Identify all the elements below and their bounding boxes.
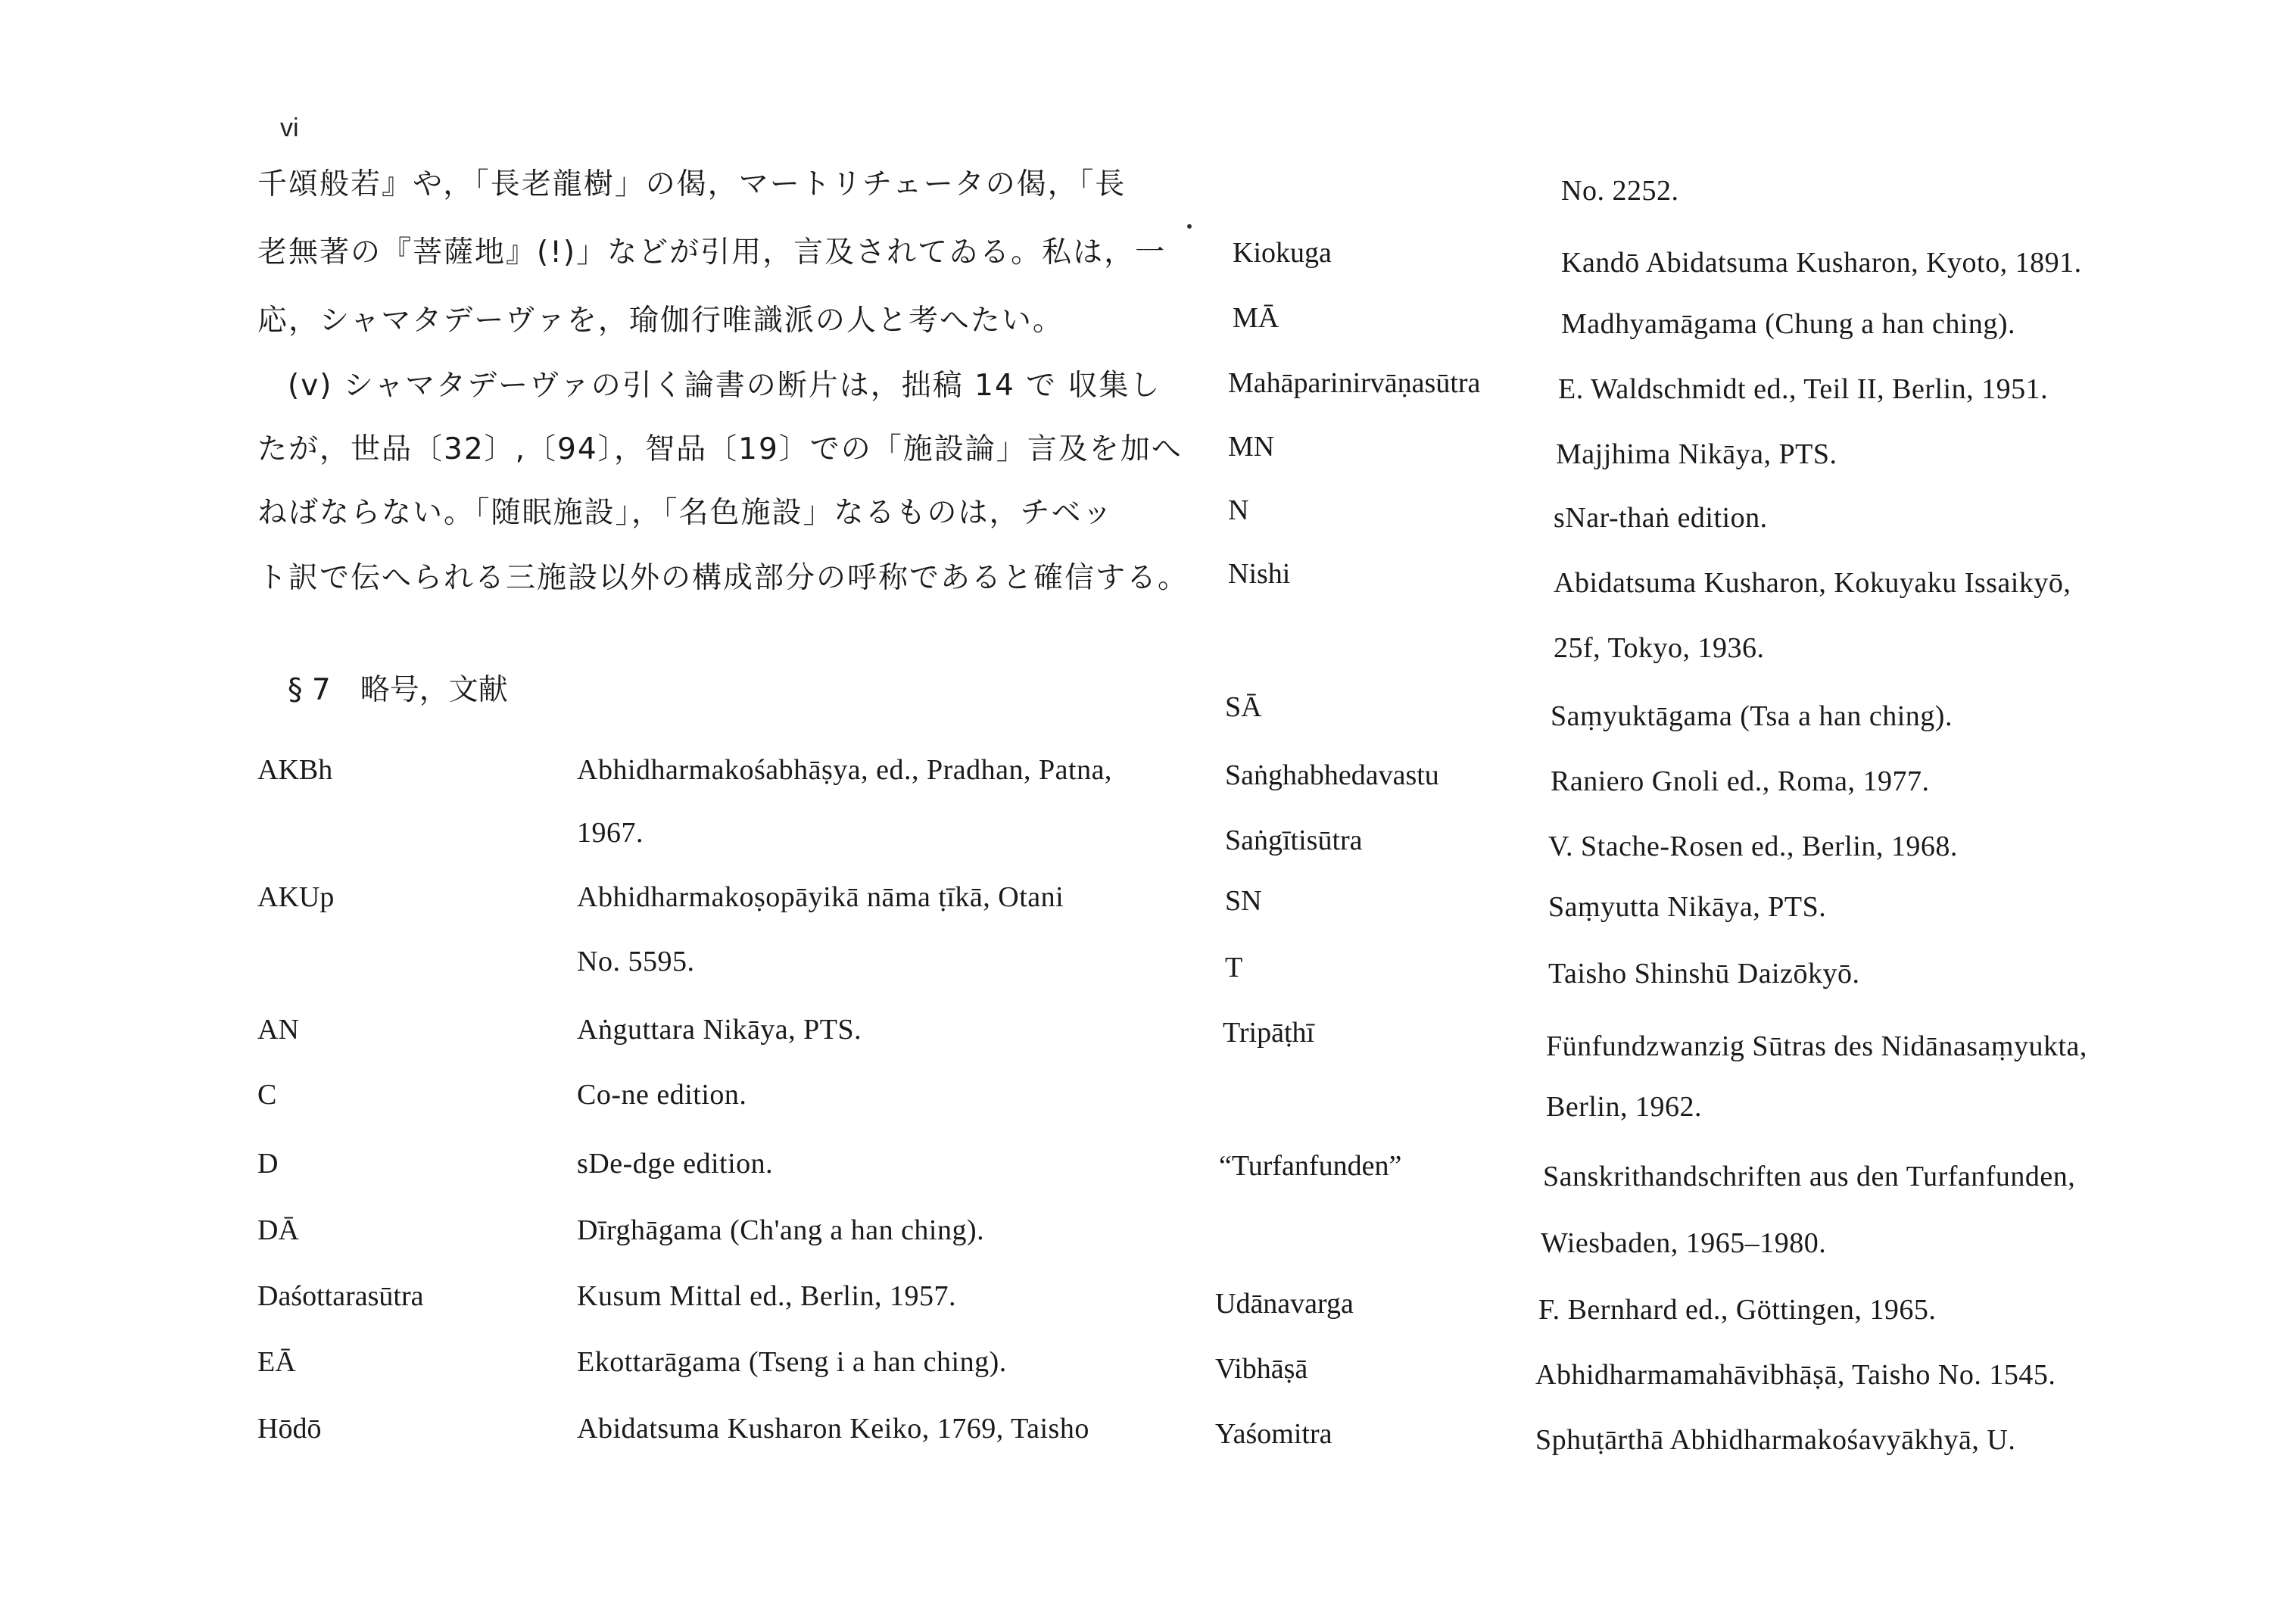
abbreviation: AKUp: [257, 881, 335, 913]
abbreviation: Hōdō: [257, 1413, 322, 1445]
reference-continuation: 1967.: [577, 817, 644, 849]
abbreviation: Saṅgītisūtra: [1225, 824, 1363, 856]
reference: Aṅguttara Nikāya, PTS.: [577, 1014, 862, 1046]
reference: Abidatsuma Kusharon, Kokuyaku Issaikyō,: [1554, 567, 2071, 599]
abbreviation: Daśottarasūtra: [257, 1280, 424, 1312]
abbreviation: SĀ: [1225, 691, 1262, 723]
reference: Sphuṭārthā Abhidharmakośavyākhyā, U.: [1535, 1424, 2016, 1456]
paragraph-line: 老無著の『菩薩地』(!)」などが引用，言及されてゐる。私は，一: [257, 235, 1167, 270]
abbreviation: “Turfanfunden”: [1219, 1150, 1402, 1182]
reference: Taisho Shinshū Daizōkyō.: [1548, 958, 1860, 990]
reference: Sanskrithandschriften aus den Turfanfunden,: [1543, 1161, 2076, 1192]
page-number: vi: [280, 114, 299, 142]
paragraph-line: 千頌般若』や，「長老龍樹」の偈，マートリチェータの偈，「長: [257, 167, 1127, 201]
reference: Majjhima Nikāya, PTS.: [1556, 438, 1837, 470]
reference: Co-ne edition.: [577, 1079, 747, 1111]
reference: F. Bernhard ed., Göttingen, 1965.: [1538, 1294, 1937, 1326]
abbreviation: SN: [1225, 885, 1262, 917]
reference: Kandō Abidatsuma Kusharon, Kyoto, 1891.: [1561, 247, 2082, 279]
abbreviation: Udānavarga: [1215, 1288, 1354, 1320]
reference: Ekottarāgama (Tseng i a han ching).: [577, 1346, 1007, 1378]
reference-continuation: 25f, Tokyo, 1936.: [1554, 632, 1765, 664]
reference: Fünfundzwanzig Sūtras des Nidānasaṃyukta,: [1546, 1030, 2087, 1062]
abbreviation: C: [257, 1079, 277, 1111]
reference: V. Stache-Rosen ed., Berlin, 1968.: [1548, 831, 1958, 862]
abbreviation: MĀ: [1233, 302, 1279, 334]
section-heading: § 7 略号，文献: [288, 673, 508, 707]
reference: sDe-dge edition.: [577, 1148, 774, 1180]
abbreviation: N: [1228, 494, 1249, 526]
abbreviation: Nishi: [1228, 558, 1291, 590]
abbreviation: Tripāṭhī: [1223, 1017, 1315, 1049]
reference-continuation: Wiesbaden, 1965–1980.: [1541, 1227, 1827, 1259]
reference: Saṃyutta Nikāya, PTS.: [1548, 891, 1827, 923]
reference: Abhidharmakoṣopāyikā nāma ṭīkā, Otani: [577, 881, 1064, 913]
reference-continuation: No. 5595.: [577, 946, 695, 977]
abbreviation: Vibhāṣā: [1215, 1353, 1308, 1385]
reference: Abhidharmamahāvibhāṣā, Taisho No. 1545.: [1535, 1359, 2056, 1391]
abbreviation: Saṅghabhedavastu: [1225, 759, 1439, 791]
reference-continuation: No. 2252.: [1561, 175, 1679, 207]
reference-continuation: Berlin, 1962.: [1546, 1091, 1702, 1123]
reference: Saṃyuktāgama (Tsa a han ching).: [1551, 700, 1953, 732]
reference: Kusum Mittal ed., Berlin, 1957.: [577, 1280, 957, 1312]
reference: Raniero Gnoli ed., Roma, 1977.: [1551, 765, 1930, 797]
reference: E. Waldschmidt ed., Teil II, Berlin, 1951.: [1558, 373, 2049, 405]
paragraph-line: ねばならない。「随眠施設」，「名色施設」なるものは，チベッ: [257, 496, 1114, 530]
abbreviation: AKBh: [257, 754, 333, 786]
reference: Dīrghāgama (Ch'ang a han ching).: [577, 1214, 985, 1246]
paragraph-line: ト訳で伝へられる三施設以外の構成部分の呼称であると確信する。: [257, 561, 1189, 595]
reference: sNar-thaṅ edition.: [1554, 502, 1768, 534]
reference: Abidatsuma Kusharon Keiko, 1769, Taisho: [577, 1413, 1089, 1445]
abbreviation: Yaśomitra: [1215, 1418, 1332, 1450]
paragraph-line: たが，世品〔32〕,〔94〕，智品〔19〕での「施設論」言及を加へ: [257, 432, 1183, 466]
reference: Abhidharmakośabhāṣya, ed., Pradhan, Patna,: [577, 754, 1112, 786]
abbreviation: DĀ: [257, 1214, 299, 1246]
abbreviation: Kiokuga: [1233, 237, 1332, 269]
paragraph-line: (v) シャマタデーヴァの引く論書の断片は，拙稿 14 で 収集し: [288, 369, 1161, 403]
abbreviation: T: [1225, 952, 1243, 983]
paragraph-line: 応，シャマタデーヴァを，瑜伽行唯識派の人と考へたい。: [257, 304, 1064, 338]
reference: Madhyamāgama (Chung a han ching).: [1561, 308, 2016, 340]
abbreviation: EĀ: [257, 1346, 296, 1378]
stray-mark: [1187, 224, 1192, 229]
abbreviation: AN: [257, 1014, 299, 1046]
abbreviation: MN: [1228, 431, 1275, 463]
abbreviation: D: [257, 1148, 279, 1180]
abbreviation: Mahāparinirvāṇasūtra: [1228, 367, 1481, 399]
